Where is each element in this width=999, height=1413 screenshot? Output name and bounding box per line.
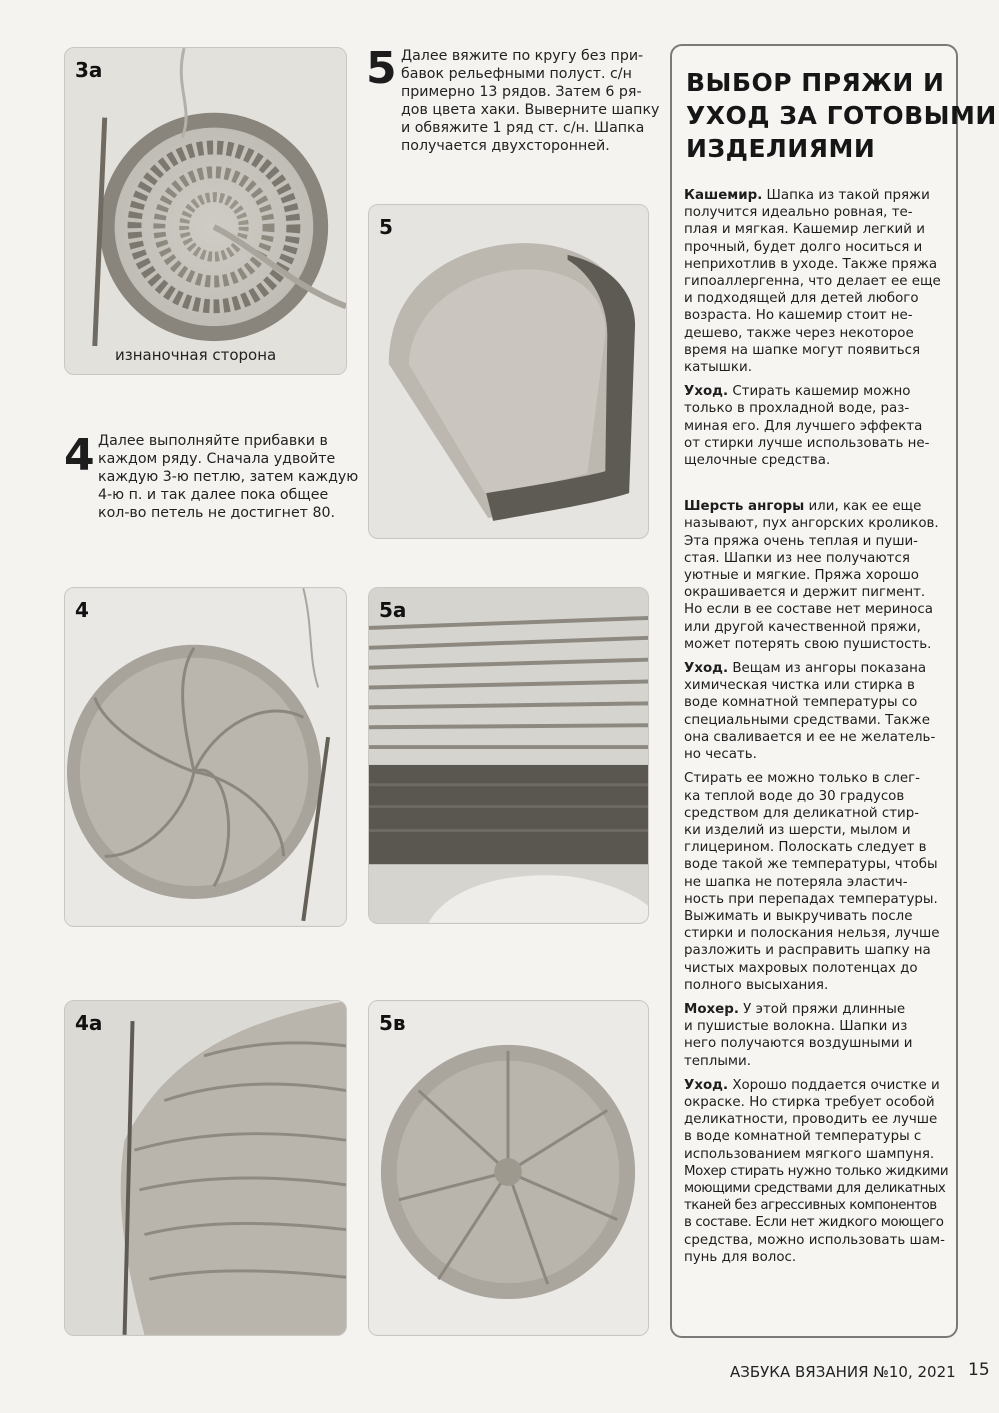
para-line: химическая чистка или стирка в bbox=[684, 678, 915, 694]
para-line: Мохер стирать нужно только жидкими bbox=[684, 1163, 949, 1179]
para-line: время на шапке могут появиться bbox=[684, 342, 921, 358]
para-head: Кашемир. bbox=[684, 188, 763, 203]
para-line: Выжимать и выкручивать после bbox=[684, 908, 913, 924]
photo-4-image bbox=[65, 588, 346, 926]
para-line: ность при перепадах температуры. bbox=[684, 891, 938, 907]
para-line: или другой качественной пряжи, bbox=[684, 619, 921, 635]
photo-5a bbox=[368, 587, 649, 924]
sidebar-title-line: ИЗДЕЛИЯМИ bbox=[686, 134, 876, 163]
step-5-line: и обвяжите 1 ряд ст. с/н. Шапка bbox=[401, 120, 645, 136]
para-mohair-care bbox=[684, 1077, 949, 1266]
step-5-line: бавок рельефными полуст. с/н bbox=[401, 66, 632, 82]
step-5 bbox=[366, 43, 660, 167]
step-4-line: каждую 3-ю петлю, затем каждую bbox=[98, 469, 359, 485]
photo-5 bbox=[368, 204, 649, 539]
para-line: теплыми. bbox=[684, 1053, 751, 1069]
para-line: воде комнатной температуры со bbox=[684, 695, 918, 711]
para-line: Но если в ее составе нет мериноса bbox=[684, 602, 933, 618]
sidebar-title-line: ВЫБОР ПРЯЖИ И bbox=[686, 68, 945, 97]
para-line: получится идеально ровная, те- bbox=[684, 205, 913, 221]
para-line: щелочные средства. bbox=[684, 453, 831, 469]
step-5-line: получается двухсторонней. bbox=[401, 138, 610, 154]
para-angora-care bbox=[684, 660, 944, 763]
para-line: специальными средствами. Также bbox=[684, 712, 930, 728]
photo-3a bbox=[64, 47, 347, 375]
para-mohair bbox=[684, 1001, 944, 1070]
para-line: ка теплой воде до 30 градусов bbox=[684, 788, 905, 804]
photo-3a-caption: изнаночная сторона bbox=[115, 346, 277, 364]
step-4-line: каждом ряду. Сначала удвойте bbox=[98, 451, 336, 467]
para-head: Уход. bbox=[684, 661, 729, 677]
photo-4a-image bbox=[65, 1001, 346, 1335]
para-line: может потерять свою пушистость. bbox=[684, 636, 932, 652]
step-4-line: 4-ю п. и так далее пока общее bbox=[98, 487, 329, 503]
para-line: она сваливается и ее не желатель- bbox=[684, 729, 936, 745]
para-head: Уход. bbox=[684, 384, 729, 400]
para-angora-wash bbox=[684, 770, 944, 994]
photo-5a-image bbox=[369, 588, 648, 923]
para-line: гипоаллергенна, что делает ее еще bbox=[684, 274, 941, 290]
para-angora bbox=[684, 498, 944, 653]
para-line: не шапка не потеряла эластич- bbox=[684, 874, 908, 890]
para-line: прочный, будет долго носиться и bbox=[684, 239, 923, 255]
sidebar-title-line: УХОД ЗА ГОТОВЫМИ bbox=[686, 101, 997, 130]
para-line: использованием мягкого шампуня. bbox=[684, 1146, 935, 1162]
para-line: называют, пух ангорских кроликов. bbox=[684, 516, 939, 532]
para-kashmir-care bbox=[684, 383, 944, 469]
para-line: от стирки лучше использовать не- bbox=[684, 435, 930, 451]
step-5-line: примерно 13 рядов. Затем 6 ря- bbox=[401, 84, 642, 100]
para-kashmir bbox=[684, 187, 944, 376]
step-4-line: Далее выполняйте прибавки в bbox=[98, 433, 328, 449]
para-line: в составе. Если нет жидкого моющего bbox=[684, 1215, 944, 1231]
para-head: Мохер. bbox=[684, 1001, 739, 1017]
para-line: и подходящей для детей любого bbox=[684, 291, 919, 307]
para-line: и пушистые волокна. Шапки из bbox=[684, 1019, 908, 1035]
para-first: Вещам из ангоры показана bbox=[728, 661, 927, 677]
para-line: неприхотлив в уходе. Также пряжа bbox=[684, 256, 938, 272]
step-4-text bbox=[98, 432, 364, 522]
para-line: плая и мягкая. Кашемир легкий и bbox=[684, 222, 925, 238]
para-first: Хорошо поддается очистке и bbox=[728, 1077, 940, 1093]
photo-4 bbox=[64, 587, 347, 927]
para-line: средства, можно использовать шам- bbox=[684, 1232, 945, 1248]
photo-4a-label: 4а bbox=[75, 1011, 103, 1035]
photo-4-label: 4 bbox=[75, 598, 89, 622]
para-first: Шапка из такой пряжи bbox=[762, 188, 930, 203]
step-4 bbox=[64, 432, 364, 532]
para-first: Стирать кашемир можно bbox=[728, 384, 911, 400]
para-line: уютные и мягкие. Пряжа хорошо bbox=[684, 568, 919, 584]
para-line: дешево, также через некоторое bbox=[684, 325, 914, 341]
yarn-care-sidebar bbox=[670, 44, 997, 1338]
para-head: Шерсть ангоры bbox=[684, 499, 805, 515]
para-line: средством для деликатной стир- bbox=[684, 805, 920, 821]
photo-5v bbox=[368, 1000, 649, 1336]
step-4-line: кол-во петель не достигнет 80. bbox=[98, 505, 336, 521]
para-line: разложить и расправить шапку на bbox=[684, 943, 931, 959]
para-line: воде такой же температуры, чтобы bbox=[684, 857, 938, 873]
para-line: чистых махровых полотенцах до bbox=[684, 960, 918, 976]
para-line: Эта пряжа очень теплая и пуши- bbox=[684, 533, 918, 549]
para-line: моющими средствами для деликатных bbox=[684, 1180, 946, 1196]
photo-3a-image bbox=[65, 48, 346, 374]
para-first: У этой пряжи длинные bbox=[738, 1001, 906, 1017]
sidebar-title bbox=[686, 66, 997, 165]
photo-5v-label: 5в bbox=[379, 1011, 406, 1035]
step-4-number: 4 bbox=[64, 430, 95, 481]
para-line: миная его. Для лучшего эффекта bbox=[684, 418, 923, 434]
step-5-line: Далее вяжите по кругу без при- bbox=[401, 48, 644, 64]
para-line: но чесать. bbox=[684, 747, 757, 763]
para-line: него получаются воздушными и bbox=[684, 1036, 913, 1052]
para-line: возраста. Но кашемир стоит не- bbox=[684, 308, 913, 324]
step-5-text bbox=[401, 47, 660, 155]
photo-5-image bbox=[369, 205, 648, 538]
photo-5a-label: 5а bbox=[379, 598, 407, 622]
para-line: полного высыхания. bbox=[684, 977, 829, 993]
para-line: пунь для волос. bbox=[684, 1249, 797, 1265]
para-line: стирки и полоскания нельзя, лучше bbox=[684, 926, 940, 942]
photo-4a bbox=[64, 1000, 347, 1336]
para-line: тканей без агрессивных компонентов bbox=[684, 1198, 937, 1214]
page-number: 15 bbox=[968, 1360, 990, 1380]
photo-3a-label: 3а bbox=[75, 58, 103, 82]
para-line: окрашивается и держит пигмент. bbox=[684, 585, 926, 601]
para-line: Стирать ее можно только в слег- bbox=[684, 771, 920, 787]
para-line: глицерином. Полоскать следует в bbox=[684, 840, 927, 856]
para-line: катышки. bbox=[684, 360, 752, 376]
para-line: ки изделий из шерсти, мылом и bbox=[684, 822, 911, 838]
para-head: Уход. bbox=[684, 1077, 729, 1093]
step-5-number: 5 bbox=[366, 43, 397, 94]
para-line: деликатности, проводить ее лучше bbox=[684, 1112, 938, 1128]
magazine-footer: АЗБУКА ВЯЗАНИЯ №10, 2021 bbox=[730, 1363, 956, 1381]
para-line: окраске. Но стирка требует особой bbox=[684, 1094, 935, 1110]
para-line: стая. Шапки из нее получаются bbox=[684, 550, 910, 566]
para-line: только в прохладной воде, раз- bbox=[684, 401, 910, 417]
para-line: в воде комнатной температуры с bbox=[684, 1129, 922, 1145]
photo-5-label: 5 bbox=[379, 215, 393, 239]
photo-5v-image bbox=[369, 1001, 648, 1335]
step-5-line: дов цвета хаки. Выверните шапку bbox=[401, 102, 660, 118]
spacer bbox=[684, 476, 944, 498]
para-first: или, как ее еще bbox=[804, 499, 922, 515]
